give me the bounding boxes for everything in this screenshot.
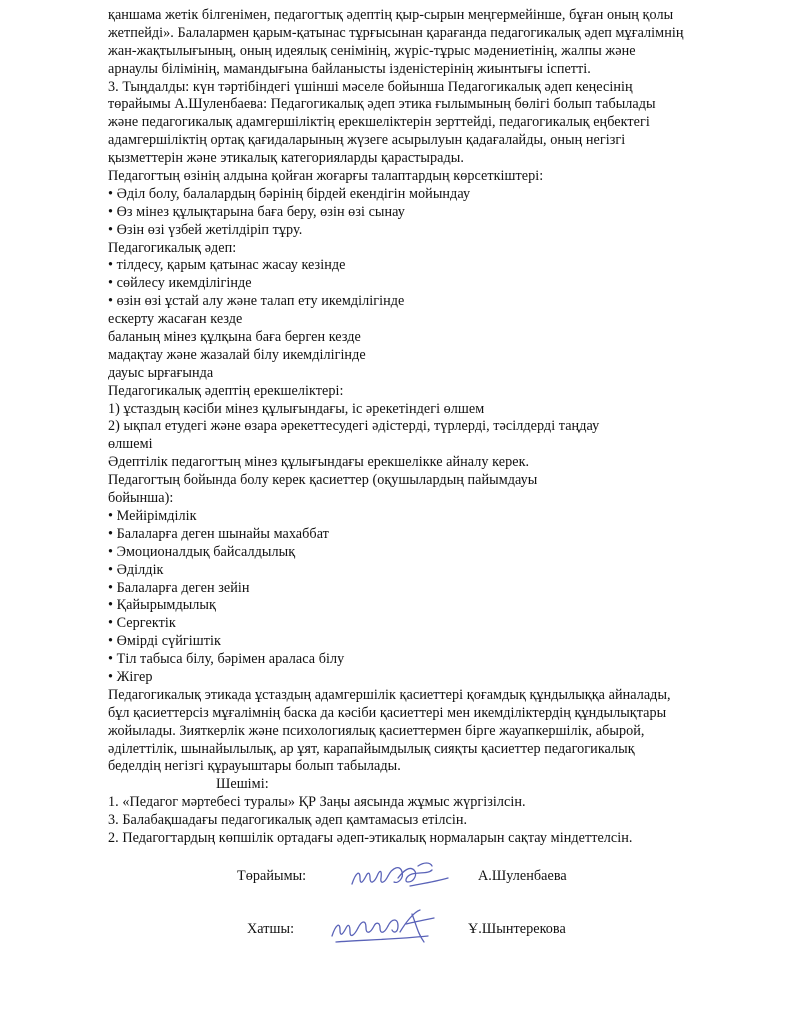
list-item: • Өз мінез құлықтарына баға беру, өзін өзі сынау: [108, 203, 405, 220]
list-item: • Эмоционалдық байсалдылық: [108, 543, 296, 560]
chair-label: Төрайымы:: [237, 868, 307, 884]
body-line: адамгершіліктің ортақ қағидаларының жүзеге асырылуын қадағалайды, оның негізгі: [108, 132, 626, 149]
section-heading: Педагогтың бойында болу керек қасиеттер (оқушылардың пайымдауы: [108, 472, 538, 489]
body-line: арнаулы білімінің, мамандығына байланысты ізденістерінің жиынтығы іспетті.: [108, 60, 591, 77]
chair-signature-image: [348, 858, 453, 894]
list-item: • Жігер: [108, 668, 153, 685]
list-item: • Тіл табыса білу, бәрімен араласа білу: [108, 651, 345, 668]
body-line: және педагогикалық адамгершіліктің ерекшеліктерін зерттейді, педагогикалық еңбектегі: [108, 114, 650, 131]
secretary-label: Хатшы:: [247, 921, 295, 937]
list-item: • өзін өзі ұстай алу және талап ету икемділігінде: [108, 293, 405, 310]
body-line: жойылады. Зияткерлік және психологиялық қасиеттермен бірге жауапкершілік, абырой,: [108, 722, 645, 739]
body-line: жан-жақтылығының, оның идеялық сенімінің, жүріс-тұрыс мәдениетінің, жалпы және: [108, 42, 636, 59]
list-item: • Қайырымдылық: [108, 597, 216, 614]
body-line: Әдептілік педагогтың мінез құлығындағы ерекшелікке айналу керек.: [108, 454, 530, 471]
section-heading: Педагогтың өзінің алдына қойған жоғарғы талаптардың көрсеткіштері:: [108, 168, 544, 185]
document-body: [108, 7, 768, 848]
secretary-name: Ұ.Шынтерекова: [468, 921, 566, 937]
section-heading: Педагогикалық әдеп:: [108, 239, 237, 256]
list-item: • Сергектік: [108, 615, 176, 632]
body-line: баланың мінез құлқына баға берген кезде: [108, 329, 361, 346]
body-line: төрайымы А.Шуленбаева: Педагогикалық әдеп этика ғылымының бөлігі болып табылады: [108, 96, 656, 113]
body-line: беделдің негізгі құрауыштары болып табылады.: [108, 758, 401, 775]
chair-name: А.Шуленбаева: [478, 868, 567, 884]
body-line: мадақтау және жазалай білу икемділігінде: [108, 346, 366, 363]
decision-item: 3. Балабақшадағы педагогикалық әдеп қамтамасыз етілсін.: [108, 812, 468, 829]
body-line: әділеттілік, шынайылылық, ар ұят, карапайымдылық сияқты қасиеттер педагогикалық: [108, 740, 635, 757]
list-item: • Балаларға деген зейін: [108, 579, 250, 596]
body-line: бұл қасиеттерсіз мұғалімнің баска да кәсіби қасиеттері мен икемділіктердің құндылықтары: [108, 704, 667, 721]
list-item: • Әділдік: [108, 561, 164, 578]
secretary-signature-image: [328, 906, 446, 948]
list-item: • Мейірімділік: [108, 507, 197, 524]
body-line: қаншама жетік білгенімен, педагогтық әдептің қыр-сырын меңгермейінше, бұған оның қолы: [108, 7, 674, 23]
body-line: өлшемі: [108, 436, 153, 453]
body-line: Педагогикалық этикада ұстаздың адамгершілік қасиеттері қоғамдық құндылыққа айналады,: [108, 686, 671, 703]
list-item: • тілдесу, қарым қатынас жасау кезінде: [108, 257, 346, 274]
decision-item: 1. «Педагог мәртебесі туралы» ҚР Заңы аясында жұмыс жүргізілсін.: [108, 794, 526, 811]
section-heading: бойынша):: [108, 490, 174, 507]
body-line: 3. Тыңдалды: күн тәртібіндегі үшінші мәселе бойынша Педагогикалық әдеп кеңесінің: [108, 78, 633, 95]
decision-heading: Шешімі:: [216, 776, 269, 793]
list-item: • сөйлесу икемділігінде: [108, 275, 252, 292]
body-line: ескерту жасаған кезде: [108, 311, 243, 328]
decision-item: 2. Педагогтардың көпшілік ортадағы әдеп-этикалық нормаларын сақтау міндеттелсін.: [108, 829, 633, 846]
list-item: • Өзін өзі үзбей жетілдіріп тұру.: [108, 221, 303, 238]
list-item: 1) ұстаздың кәсіби мінез құлығындағы, іс әрекетіндегі өлшем: [108, 400, 485, 417]
body-line: жетпейді». Балалармен қарым-қатынас тұрғысынан қарағанда педагогикалық әдеп мұғалімнің: [108, 24, 684, 41]
body-line: қызметтерін және этикалық категорияларды қарастырады.: [108, 150, 464, 167]
list-item: • Өмірді сүйгіштік: [108, 633, 221, 650]
list-item: • Әділ болу, балалардың бәрінің бірдей екендігін мойындау: [108, 185, 471, 202]
list-item: • Балаларға деген шынайы махаббат: [108, 525, 329, 542]
section-heading: Педагогикалық әдептің ерекшеліктері:: [108, 382, 344, 399]
body-line: дауыс ырғағында: [108, 364, 214, 381]
list-item: 2) ықпал етудегі және өзара әрекеттесудегі әдістерді, түрлерді, тәсілдерді таңдау: [108, 418, 600, 435]
